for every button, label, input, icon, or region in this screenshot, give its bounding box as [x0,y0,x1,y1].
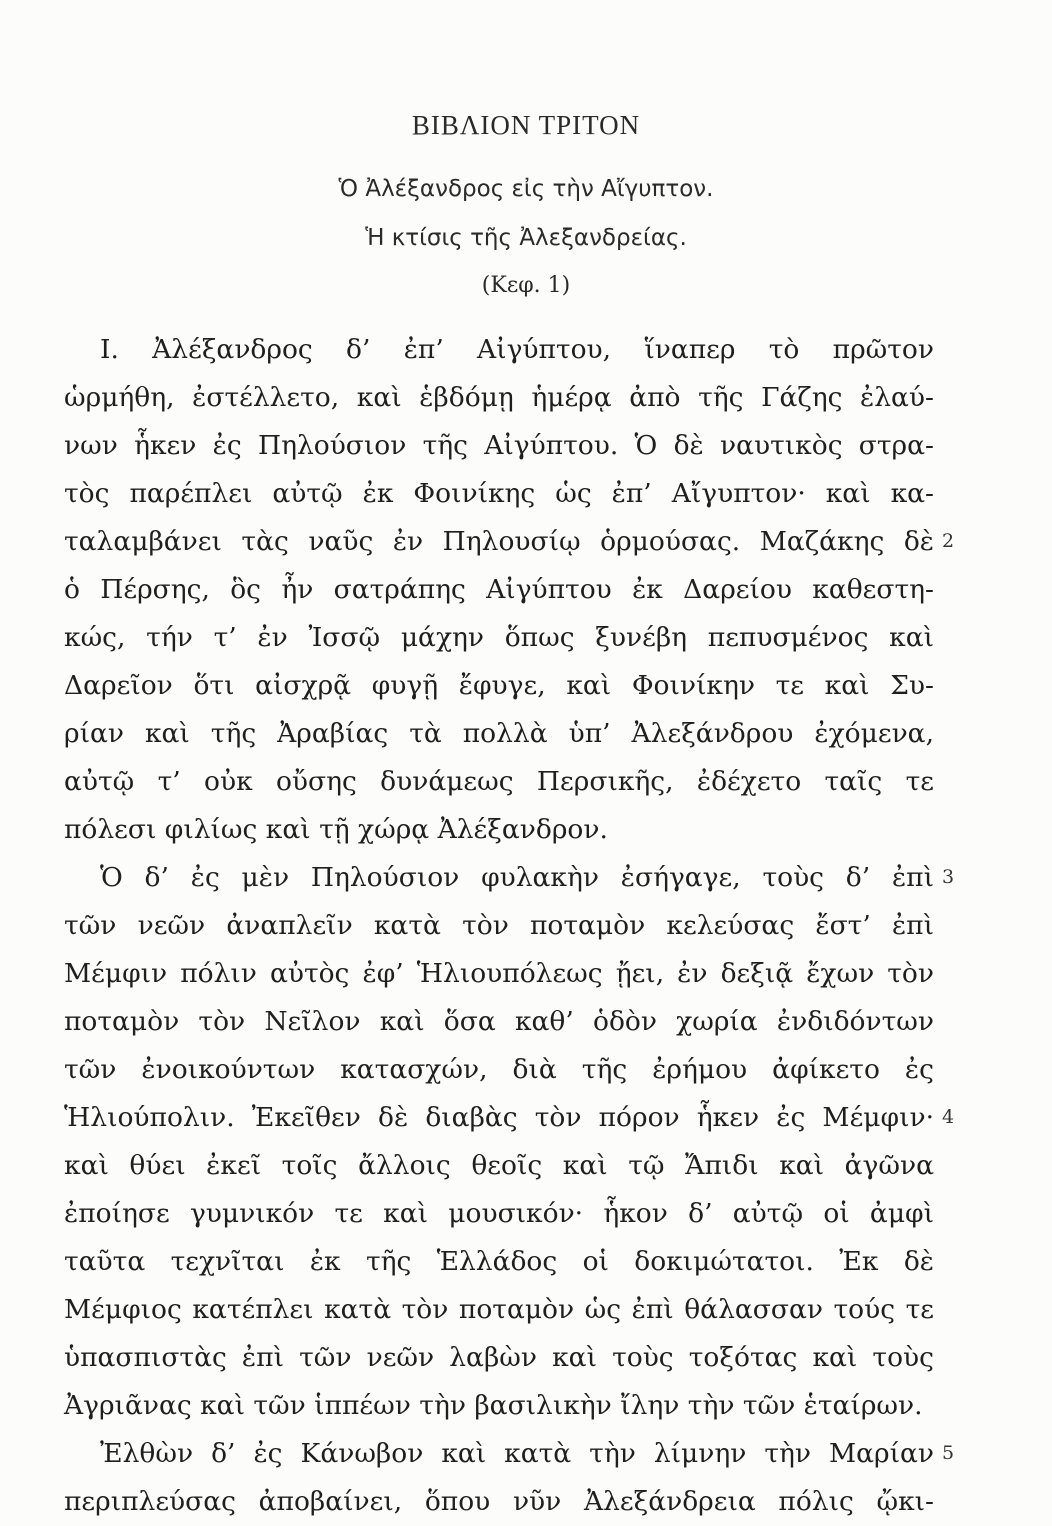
text-line: τὸς παρέπλει αὐτῷ ἐκ Φοινίκης ὡς ἐπ’ Αἴγυπτον· καὶ κα- [64,478,934,509]
text-line: τῶν νεῶν ἀναπλεῖν κατὰ τὸν ποταμὸν κελεύσας ἔστ’ ἐπὶ [64,910,934,941]
text-line: Ἡλιούπολιν. Ἐκεῖθεν δὲ διαβὰς τὸν πόρον ἧκεν ἐς Μέμφιν· [64,1102,934,1133]
text-line: πόλεσι φιλίως καὶ τῇ χώρᾳ Ἀλέξανδρον. [64,814,608,845]
text-line: I. Ἀλέξανδρος δ’ ἐπ’ Αἰγύπτου, ἵναπερ τὸ πρῶτον [100,334,934,365]
text-line: ταῦτα τεχνῖται ἐκ τῆς Ἑλλάδος οἱ δοκιμώτατοι. Ἐκ δὲ [64,1246,934,1277]
margin-section-number: 4 [942,1106,955,1128]
text-line: αὐτῷ τ’ οὐκ οὔσης δυνάμεως Περσικῆς, ἐδέχετο ταῖς τε [64,766,934,797]
text-line: τῶν ἐνοικούντων κατασχών, διὰ τῆς ἐρήμου ἀφίκετο ἐς [64,1054,934,1085]
margin-section-number: 3 [942,866,955,888]
text-line: Δαρεῖον ὅτι αἰσχρᾷ φυγῇ ἔφυγε, καὶ Φοινίκην τε καὶ Συ- [64,670,934,701]
text-line: ταλαμβάνει τὰς ναῦς ἐν Πηλουσίῳ ὁρμούσας. Μαζάκης δὲ [64,526,934,557]
margin-section-number: 5 [942,1442,955,1464]
text-line: Ἐλθὼν δ’ ἐς Κάνωβον καὶ κατὰ τὴν λίμνην τὴν Μαρίαν [100,1438,934,1469]
text-line: νων ἧκεν ἐς Πηλούσιον τῆς Αἰγύπτου. Ὁ δὲ ναυτικὸς στρα- [64,430,934,461]
book-title: ΒΙΒΛΙΟΝ ΤΡΙΤΟΝ [411,110,641,140]
margin-section-number: 2 [942,530,955,552]
text-line: Ὁ δ’ ἐς μὲν Πηλούσιον φυλακὴν ἐσήγαγε, τοὺς δ’ ἐπὶ [100,862,934,893]
chapter-heading-2: Ἡ κτίσις τῆς Ἀλεξανδρείας. [365,225,687,251]
text-line: καὶ θύει ἐκεῖ τοῖς ἄλλοις θεοῖς καὶ τῷ Ἄπιδι καὶ ἀγῶνα [64,1150,934,1181]
chapter-reference: (Κεφ. 1) [481,273,571,298]
text-line: Ἀγριᾶνας καὶ τῶν ἱππέων τὴν βασιλικὴν ἴλην τὴν τῶν ἑταίρων. [64,1390,923,1421]
text-line: κώς, τήν τ’ ἐν Ἰσσῷ μάχην ὅπως ξυνέβη πεπυσμένος καὶ [64,622,934,653]
chapter-heading-1: Ὁ Ἀλέξανδρος εἰς τὴν Αἴγυπτον. [338,176,714,202]
text-line: Μέμφιος κατέπλει κατὰ τὸν ποταμὸν ὡς ἐπὶ θάλασσαν τούς τε [64,1294,934,1325]
text-line: ρίαν καὶ τῆς Ἀραβίας τὰ πολλὰ ὑπ’ Ἀλεξάνδρου ἐχόμενα, [64,718,934,749]
text-line: ὡρμήθη, ἐστέλλετο, καὶ ἑβδόμῃ ἡμέρᾳ ἀπὸ τῆς Γάζης ἐλαύ- [64,382,934,413]
text-line: ποταμὸν τὸν Νεῖλον καὶ ὅσα καθ’ ὁδὸν χωρία ἐνδιδόντων [64,1006,934,1037]
text-line: περιπλεύσας ἀποβαίνει, ὅπου νῦν Ἀλεξάνδρεια πόλις ᾤκι- [64,1486,934,1517]
text-line: ἐποίησε γυμνικόν τε καὶ μουσικόν· ἧκον δ’ αὐτῷ οἱ ἀμφὶ [64,1198,934,1229]
text-line: Μέμφιν πόλιν αὐτὸς ἐφ’ Ἡλιουπόλεως ᾔει, ἐν δεξιᾷ ἔχων τὸν [64,958,934,989]
text-line: ὑπασπιστὰς ἐπὶ τῶν νεῶν λαβὼν καὶ τοὺς τοξότας καὶ τοὺς [64,1342,934,1373]
text-line: ὁ Πέρσης, ὃς ἦν σατράπης Αἰγύπτου ἐκ Δαρείου καθεστη- [64,574,934,605]
